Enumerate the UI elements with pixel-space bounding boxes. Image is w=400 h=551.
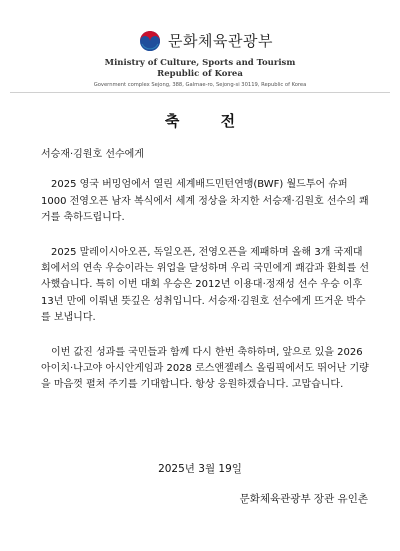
paragraph-congratulations: 2025 영국 버밍엄에서 열린 세계배드민턴연맹(BWF) 월드투어 슈퍼 1000 전영오픈 남자 복식에서 세계 정상을 차지한 서승재·김원호 선수의 쾌거를 축하드립니다. [41,179,369,224]
ministry-address: Government complex Sejong, 388, Galmae-ro, Sejong-si 30119, Republic of Korea [93,82,307,88]
ministry-name-english-line1: Ministry of Culture, Sports and Tourism [104,58,296,68]
ministry-name-english-line2: Republic of Korea [157,69,243,79]
document-title: 축 전 [164,112,254,130]
addressee: 서승재·김원호 선수에게 [41,149,144,160]
paragraph-closing: 이번 값진 성과를 국민들과 함께 다시 한번 축하하며, 앞으로 있을 2026 아이치·나고야 아시안게임과 2028 로스앤젤레스 올림픽에서도 뛰어난 기량을 마음껏 펼쳐 주기를 기대합니다. 항상 응원하겠습니다. 고맙습니다. [41,346,369,391]
ministry-name-english [0,58,400,80]
header-divider [10,92,390,93]
letter-date: 2025년 3월 19일 [158,463,242,475]
letter-body [41,147,371,412]
signature-line: 문화체육관광부 장관 유인촌 [239,493,368,505]
ministry-name-korean: 문화체육관광부 [168,32,273,50]
paragraph-achievements: 2025 말레이시아오픈, 독일오픈, 전영오픈을 제패하며 올해 3개 국제대회에서의 연속 우승이라는 위업을 달성하며 우리 국민에게 쾌감과 환희를 선사했습니다. 특히 이번 대회 우승은 2012년 이용대·정재성 선수 우승 이후 13년 만에 이뤄낸 뜻깊은 성취입니다. 서승재·김원호 선수에게 뜨거운 박수를 보냅니다. [41,246,370,324]
government-emblem-icon [139,30,161,52]
letterhead [0,0,400,100]
